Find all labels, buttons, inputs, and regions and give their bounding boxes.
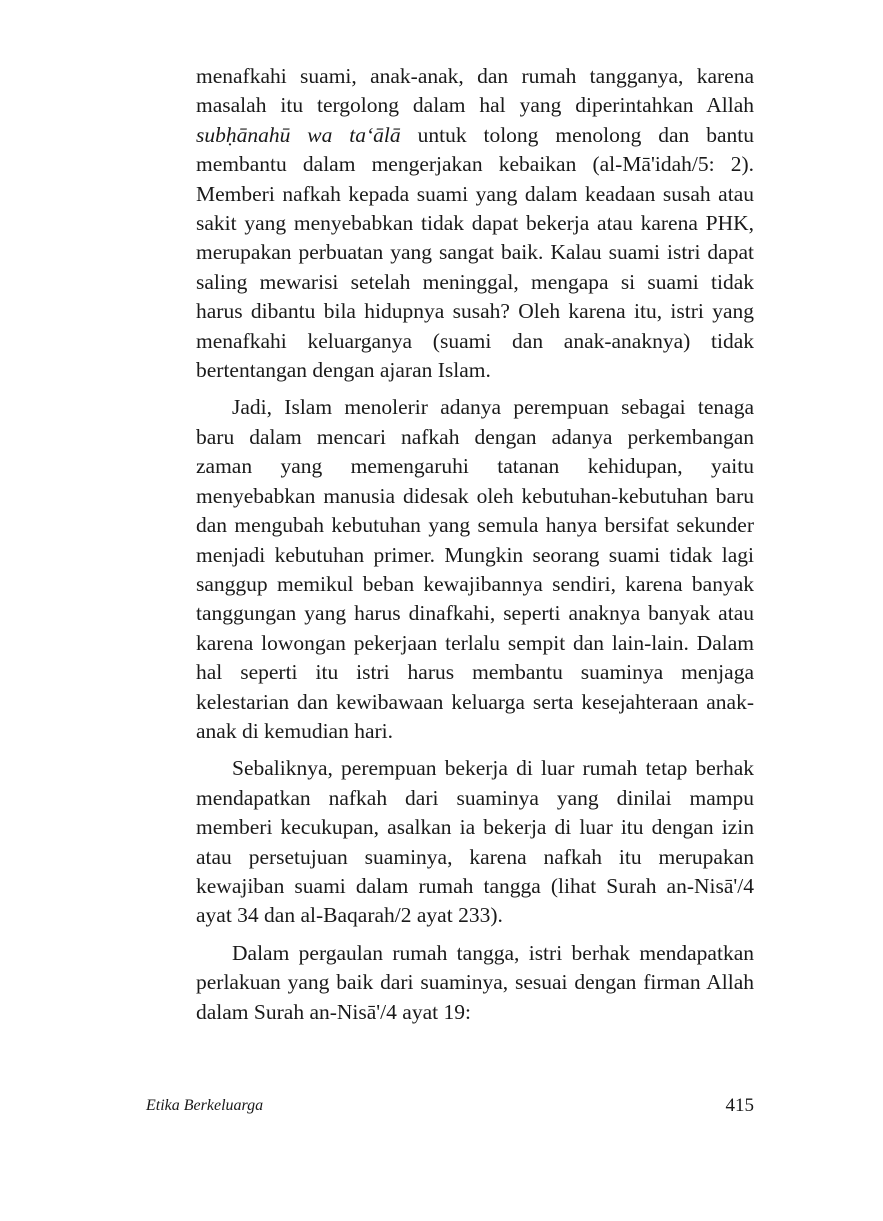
paragraph-1 [196,62,754,385]
paragraph-1-before: menafkahi suami, anak-anak, dan rumah tangganya, karena masalah itu tergolong dalam hal yang diperintahkan Allah [196,64,754,118]
paragraph-1-after: untuk tolong menolong dan bantu membantu dalam mengerjakan kebaikan (al-Mā'idah/5: 2). Memberi nafkah kepada suami yang dalam keadaan susah atau sakit yang menyebabkan tidak dapat bekerja atau karena PHK, merupakan perbuatan yang sangat baik. Kalau suami istri dapat saling mewarisi setelah meninggal, mengapa si suami tidak harus dibantu bila hidupnya susah? Oleh karena itu, istri yang menafkahi keluarganya (suami dan anak-anaknya) tidak bertentangan dengan ajaran Islam. [196,122,754,383]
page-footer [146,1097,754,1125]
body-text [196,62,754,1035]
paragraph-2: Jadi, Islam menolerir adanya perempuan sebagai tenaga baru dalam mencari nafkah dengan adanya perkembangan zaman yang memengaruhi tatanan kehidupan, yaitu menyebabkan manusia didesak oleh kebutuhan-kebutuhan baru dan mengubah kebutuhan yang semula hanya bersifat sekunder menjadi kebutuhan primer. Mungkin seorang suami tidak lagi sanggup memikul beban kewajibannya sendiri, karena banyak tanggungan yang harus dinafkahi, seperti anaknya banyak atau karena lowongan pekerjaan terlalu sempit dan lain-lain. Dalam hal seperti itu istri harus membantu suaminya menjaga kelestarian dan kewibawaan keluarga serta kesejahteraan anak-anak di kemudian hari. [196,395,754,743]
paragraph-3: Sebaliknya, perempuan bekerja di luar rumah tetap berhak mendapatkan nafkah dari suaminya yang dinilai mampu memberi kecukupan, asalkan ia bekerja di luar itu dengan izin atau persetujuan suaminya, karena nafkah itu merupakan kewajiban suami dalam rumah tangga (lihat Surah an-Nisā'/4 ayat 34 dan al-Baqarah/2 ayat 233). [196,756,754,928]
running-footer-title: Etika Berkeluarga [146,1097,264,1114]
page-number: 415 [725,1095,754,1116]
paragraph-4: Dalam pergaulan rumah tangga, istri berhak mendapatkan perlakuan yang baik dari suaminya, sesuai dengan firman Allah dalam Surah an-Nisā'/4 ayat 19: [196,940,754,1024]
paragraph-1-italic-phrase: subḥānahū wa ta‘ālā [196,122,401,147]
